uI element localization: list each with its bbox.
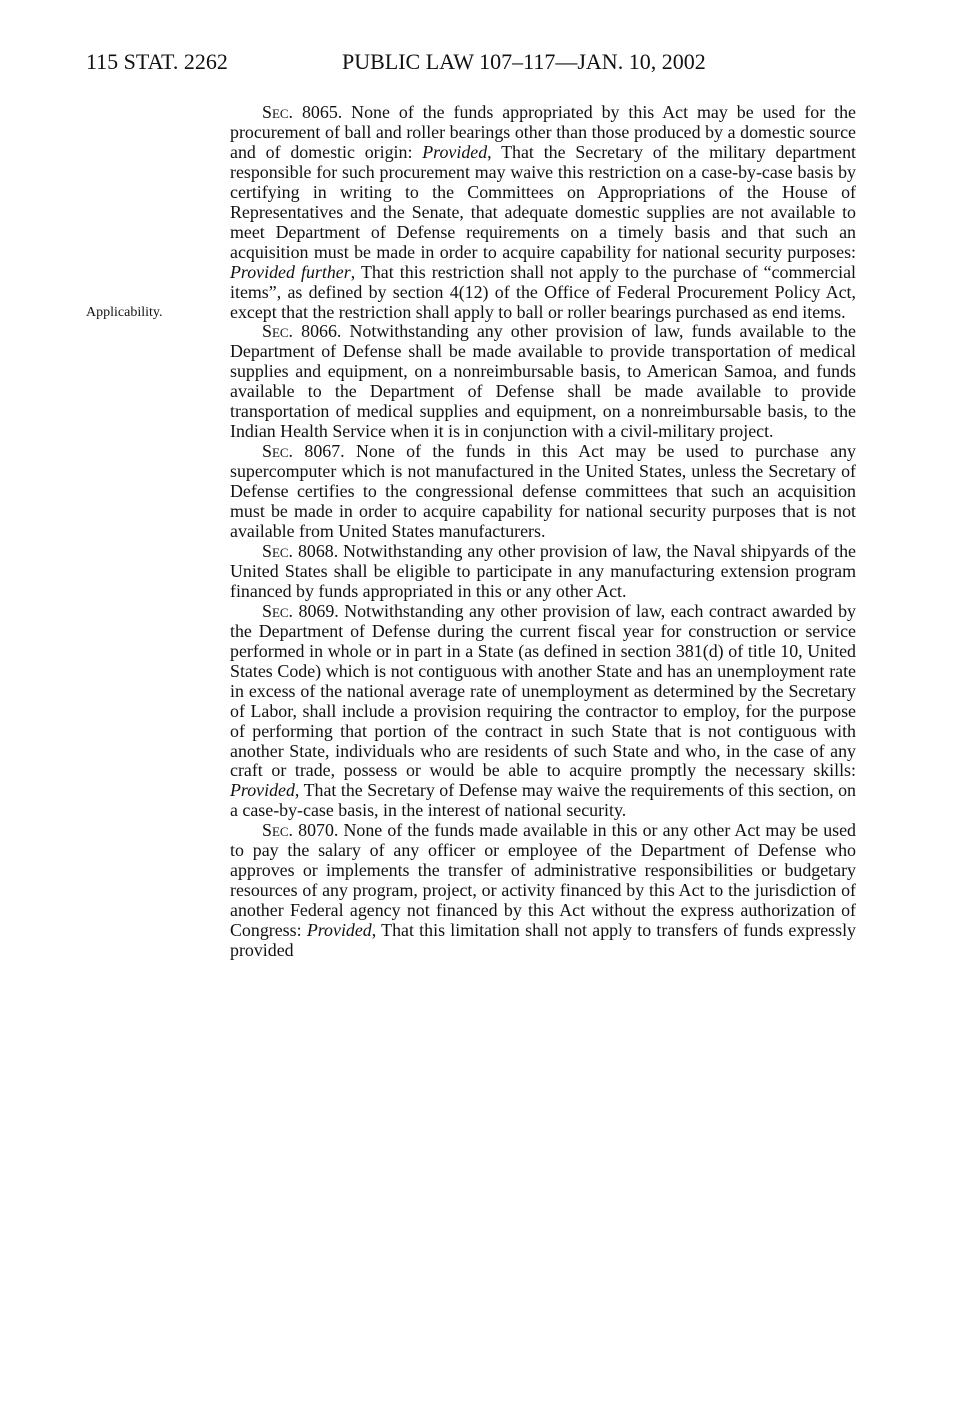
provided-term: Provided (306, 920, 372, 941)
section-text: Notwithstanding any other provision of law, funds available to the Department of Defense shall be made available to provide transportation of medical supplies and equipment, on a nonreimbursable basis, to American Samoa, and funds available to the Department of Defense shall be made available to provide transportation of medical supplies and equipment, on a nonreimbursable basis, to the Indian Health Service when it is in conjunction with a civil-military project. (230, 321, 856, 442)
section-text: Notwithstanding any other provision of law, each contract awarded by the Department of Defense during the current fiscal year for construction or service performed in whole or in part in a State (as defined in section 381(d) of title 10, United States Code) which is not contiguous with another State and has an unemployment rate in excess of the national average rate of unemployment as determined by the Secretary of Labor, shall include a provision requiring the contractor to employ, for the purpose of performing that portion of the contract in such State that is not contiguous with another State, individuals who are residents of such State and who, in the case of any craft or trade, possess or would be able to acquire promptly the necessary skills: (230, 600, 856, 781)
section-label: Sec. 8065. (262, 102, 343, 122)
section-8069 (230, 602, 856, 821)
section-label: Sec. 8068. (262, 540, 339, 561)
provided-term: Provided (230, 780, 295, 801)
section-8065 (230, 103, 856, 322)
section-text: None of the funds appropriated by this Act may be used for the procurement of ball and roller bearings other than those produced by a domestic source and of domestic origin: (230, 102, 856, 162)
section-text: None of the funds made available in this or any other Act may be used to pay the salary of any officer or employee of the Department of Defense who approves or implements the transfer of administrative responsibilities or budgetary resources of any program, project, or activity financed by this Act to the jurisdiction of another Federal agency not financed by this Act without the express authorization of Congress: (230, 820, 856, 941)
section-text: , That the Secretary of the military department responsible for such procurement may waive this restriction on a case-by-case basis by certifying in writing to the Committees on Appropriations of the House of Representatives and the Senate, that adequate domestic supplies are not available to meet Department of Defense requirements on a timely basis and that such an acquisition must be made in order to acquire capability for national security purposes: (230, 141, 856, 262)
provided-term: Provided (422, 141, 488, 162)
section-8066 (230, 322, 856, 442)
section-label: Sec. 8067. (262, 441, 345, 462)
section-text: , That this limitation shall not apply to transfers of funds expressly provided (230, 920, 856, 961)
section-text: Notwithstanding any other provision of law, the Naval shipyards of the United States shall be eligible to participate in any manufacturing extension program financed by funds appropriated in this or any other Act. (230, 540, 856, 601)
section-8068 (230, 542, 856, 602)
provided-further-term: Provided further (230, 261, 351, 282)
section-label: Sec. 8070. (262, 820, 339, 841)
public-law-citation: PUBLIC LAW 107–117—JAN. 10, 2002 (342, 49, 706, 74)
margin-note-applicability: Applicability. (86, 305, 163, 320)
section-8067 (230, 442, 856, 542)
statute-page-number: 115 STAT. 2262 (86, 49, 228, 74)
page-body (230, 103, 856, 961)
section-label: Sec. 8066. (262, 321, 342, 342)
section-text: , That this restriction shall not apply to the purchase of “commercial items”, as defined by section 4(12) of the Office of Federal Procurement Policy Act, except that the restriction shall apply to ball or roller bearings purchased as end items. (230, 261, 856, 322)
section-label: Sec. 8069. (262, 600, 339, 621)
section-text: None of the funds in this Act may be used to purchase any supercomputer which is not manufactured in the United States, unless the Secretary of Defense certifies to the congressional defense committees that such an acquisition must be made in order to acquire capability for national security purposes that is not available from United States manufacturers. (230, 441, 857, 542)
section-text: , That the Secretary of Defense may waive the requirements of this section, on a case-by-case basis, in the interest of national security. (230, 780, 856, 821)
section-8070 (230, 821, 856, 961)
